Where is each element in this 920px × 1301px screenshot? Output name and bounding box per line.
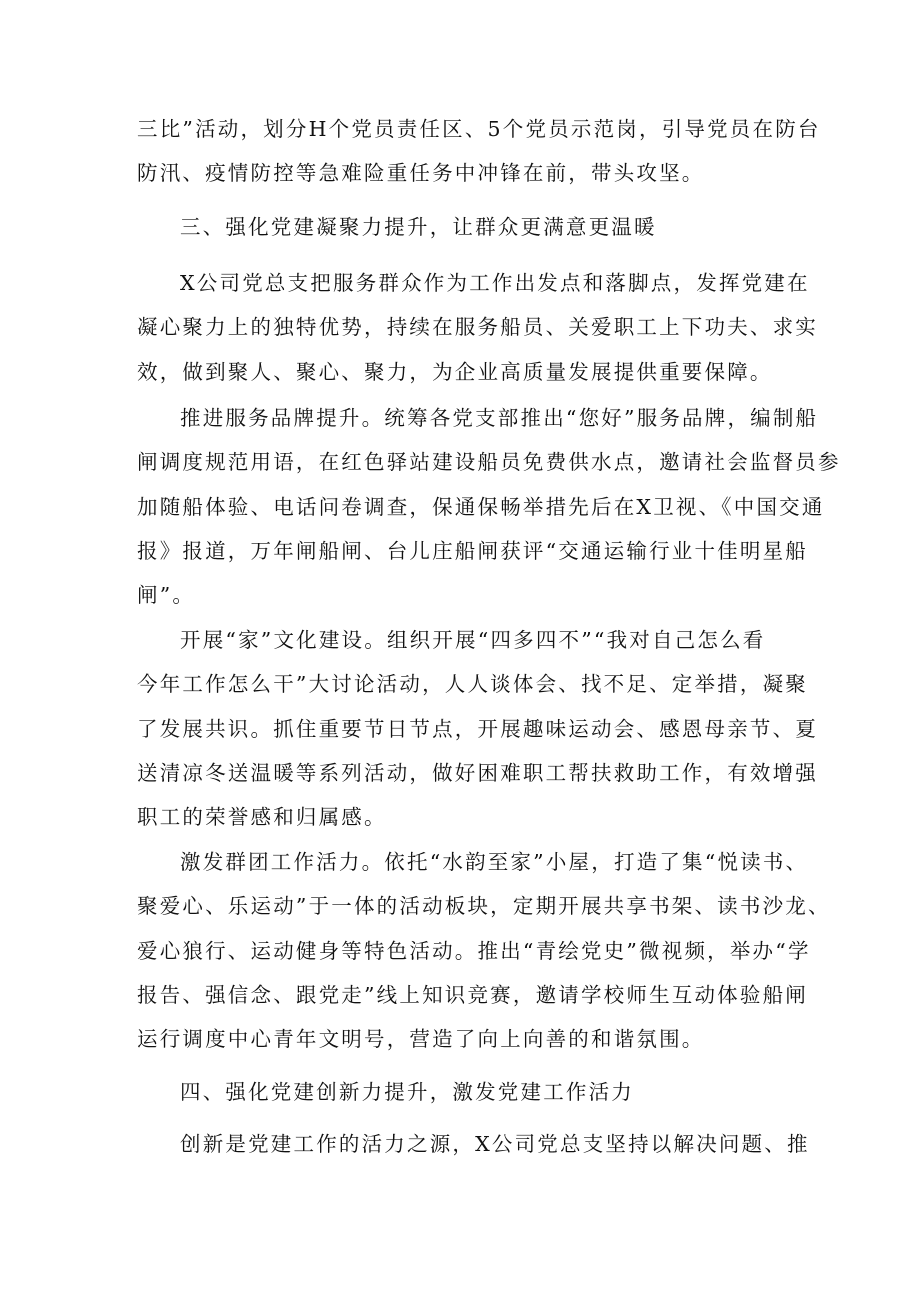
text-line: 加随船体验、电话问卷调查，保通保畅举措先后在X卫视、《中国交通 [137, 494, 825, 519]
text-line: 创新是党建工作的活力之源，X公司党总支坚持以解决问题、推 [180, 1132, 810, 1156]
text-line: 凝心聚力上的独特优势，持续在服务船员、关爱职工上下功夫、求实 [137, 315, 818, 340]
text-line: 闸调度规范用语，在红色驿站建设船员免费供水点，邀请社会监督员参 [137, 450, 841, 475]
text-line: 报》报道，万年闸船闸、台儿庄船闸获评“交通运输行业十佳明星船 [137, 538, 808, 563]
text-line: 效，做到聚人、聚心、聚力，为企业高质量发展提供重要保障。 [137, 359, 773, 384]
continuation-paragraph [137, 107, 821, 196]
text-line: 职工的荣誉感和归属感。 [137, 805, 387, 830]
text-line: 今年工作怎么干”大讨论活动，人人谈体会、找不足、定举措，凝聚 [137, 672, 808, 697]
text-line: 三比”活动，划分H个党员责任区、5个党员示范岗，引导党员在防台 [137, 117, 821, 141]
home-culture-paragraph [137, 618, 818, 839]
text-line: X公司党总支把服务群众作为工作出发点和落脚点，发挥党建在 [180, 271, 810, 295]
section-heading-3: 三、强化党建凝聚力提升，让群众更满意更温暖 [180, 215, 657, 239]
innovation-paragraph [137, 1122, 810, 1166]
section-heading-4: 四、强化党建创新力提升，激发党建工作活力 [180, 1080, 634, 1104]
text-line: 聚爱心、乐运动”于一体的活动板块，定期开展共享书架、读书沙龙、 [137, 894, 831, 919]
text-line: 激发群团工作活力。依托“水韵至家”小屋，打造了集“悦读书、 [180, 850, 809, 874]
service-brand-paragraph [137, 396, 841, 617]
text-line: 防汛、疫情防控等急难险重任务中冲锋在前，带头攻坚。 [137, 161, 705, 186]
text-line: 送清凉冬送温暖等系列活动，做好困难职工帮扶救助工作，有效增强 [137, 760, 818, 785]
text-line: 了发展共识。抓住重要节日节点，开展趣味运动会、感恩母亲节、夏 [137, 716, 818, 741]
text-line: 报告、强信念、跟党走”线上知识竞赛，邀请学校师生互动体验船闸 [137, 982, 808, 1007]
group-work-paragraph [137, 840, 831, 1061]
text-line: 运行调度中心青年文明号，营造了向上向善的和谐氛围。 [137, 1027, 705, 1052]
section-intro-paragraph [137, 261, 818, 394]
text-line: 推进服务品牌提升。统筹各党支部推出“您好”服务品牌，编制船 [180, 406, 819, 430]
text-line: 闸”。 [137, 583, 196, 608]
text-line: 开展“家”文化建设。组织开展“四多四不”“我对自己怎么看 [180, 628, 766, 652]
text-line: 爱心狼行、运动健身等特色活动。推出“青绘党史”微视频，举办“学 [137, 938, 811, 963]
